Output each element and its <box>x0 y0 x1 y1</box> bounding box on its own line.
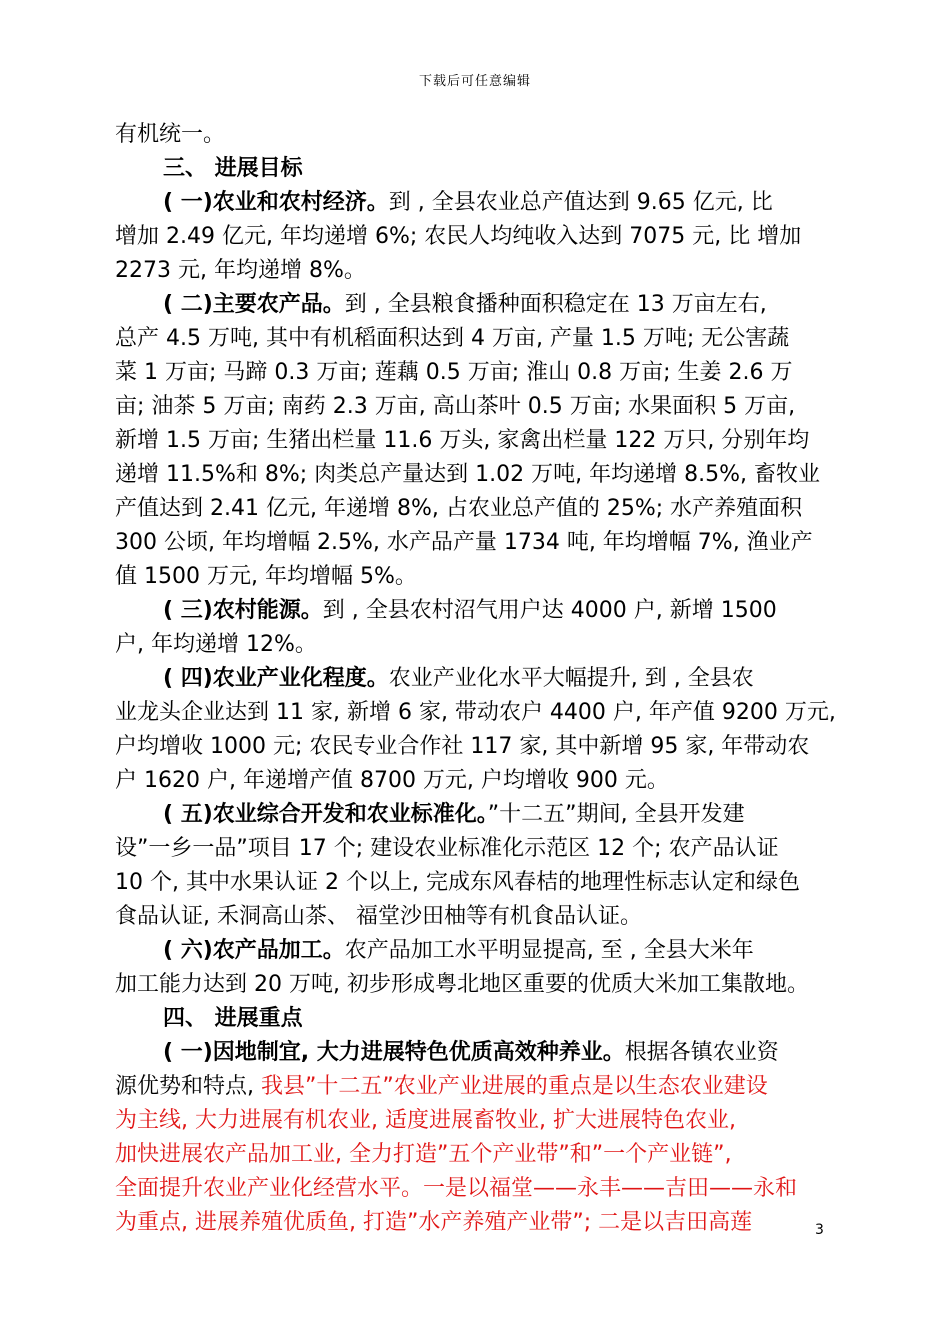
text-line <box>115 832 855 866</box>
text-line <box>115 764 855 798</box>
page-number: 3 <box>815 1222 824 1238</box>
text-line <box>115 220 855 254</box>
heading-text: ( 一)农业和农村经济。 <box>163 190 389 215</box>
body-text: 户, 年均递增 12%。 <box>115 632 317 657</box>
body-text: 户 1620 户, 年递增产值 8700 万元, 户均增收 900 元。 <box>115 768 669 793</box>
text-line <box>115 594 855 628</box>
text-line <box>115 390 855 424</box>
body-text: 源优势和特点, <box>115 1074 261 1099</box>
body-text: 总产 4.5 万吨, 其中有机稻面积达到 4 万亩, 产量 1.5 万吨; 无公害蔬 <box>115 326 790 351</box>
page-header: 下载后可任意编辑 <box>418 74 531 89</box>
text-line <box>115 1104 855 1138</box>
text-line <box>115 968 855 1002</box>
text-line <box>115 1138 855 1172</box>
document-body <box>115 118 855 1240</box>
body-text: 递增 11.5%和 8%; 肉类总产量达到 1.02 万吨, 年均递增 8.5%, 畜牧业 <box>115 462 821 487</box>
text-line <box>115 254 855 288</box>
text-line <box>115 1070 855 1104</box>
text-line <box>115 798 855 832</box>
body-text: 亩; 油茶 5 万亩; 南药 2.3 万亩, 高山茶叶 0.5 万亩; 水果面积 5 万亩, <box>115 394 796 419</box>
body-text: 设”一乡一品”项目 17 个; 建设农业标准化示范区 12 个; 农产品认证 <box>115 836 779 861</box>
heading-text: ( 四)农业产业化程度。 <box>163 666 389 691</box>
text-line <box>115 492 855 526</box>
text-line <box>115 662 855 696</box>
text-line <box>115 1036 855 1070</box>
body-text: 值 1500 万元, 年均增幅 5%。 <box>115 564 417 589</box>
text-line <box>115 730 855 764</box>
heading-text: ( 二)主要农产品。 <box>163 292 345 317</box>
heading-text: ( 一)因地制宜, 大力进展特色优质高效种养业。 <box>163 1040 625 1065</box>
text-line <box>115 152 855 186</box>
highlighted-text: 为重点, 进展养殖优质鱼, 打造”水产养殖产业带”; 二是以吉田高莲 <box>115 1210 753 1235</box>
text-line <box>115 866 855 900</box>
heading-text: 四、 进展重点 <box>163 1006 303 1031</box>
body-text: 根据各镇农业资 <box>624 1040 779 1065</box>
body-text: 加工能力达到 20 万吨, 初步形成粤北地区重要的优质大米加工集散地。 <box>115 972 809 997</box>
text-line <box>115 934 855 968</box>
body-text: 食品认证, 禾洞高山茶、 福堂沙田柚等有机食品认证。 <box>115 904 642 929</box>
text-line <box>115 526 855 560</box>
body-text: 户均增收 1000 元; 农民专业合作社 117 家, 其中新增 95 家, 年带动农 <box>115 734 810 759</box>
body-text: 10 个, 其中水果认证 2 个以上, 完成东风春桔的地理性标志认定和绿色 <box>115 870 800 895</box>
body-text: 农产品加工水平明显提高, 至 , 全县大米年 <box>344 938 754 963</box>
highlighted-text: 为主线, 大力进展有机农业, 适度进展畜牧业, 扩大进展特色农业, <box>115 1108 736 1133</box>
body-text: 增加 2.49 亿元, 年均递增 6%; 农民人均纯收入达到 7075 元, 比 增加 <box>115 224 802 249</box>
text-line <box>115 356 855 390</box>
text-line <box>115 424 855 458</box>
text-line <box>115 118 855 152</box>
text-line <box>115 288 855 322</box>
text-line <box>115 458 855 492</box>
body-text: 到 , 全县农村沼气用户达 4000 户, 新增 1500 <box>322 598 777 623</box>
text-line <box>115 322 855 356</box>
heading-text: ( 三)农村能源。 <box>163 598 323 623</box>
heading-text: 三、 进展目标 <box>163 156 303 181</box>
text-line <box>115 560 855 594</box>
body-text: 有机统一。 <box>115 122 226 147</box>
highlighted-text: 全面提升农业产业化经营水平。一是以福堂——永丰——吉田——永和 <box>115 1176 798 1201</box>
heading-text: ( 五)农业综合开发和农业标准化。 <box>163 802 488 827</box>
body-text: 农业产业化水平大幅提升, 到 , 全县农 <box>388 666 754 691</box>
highlighted-text: 我县”十二五”农业产业进展的重点是以生态农业建设 <box>261 1074 768 1099</box>
body-text: 新增 1.5 万亩; 生猪出栏量 11.6 万头, 家禽出栏量 122 万只, 分别年均 <box>115 428 810 453</box>
text-line <box>115 1002 855 1036</box>
body-text: 业龙头企业达到 11 家, 新增 6 家, 带动农户 4400 户, 年产值 9200 万元, <box>115 700 836 725</box>
text-line <box>115 900 855 934</box>
highlighted-text: 加快进展农产品加工业, 全力打造”五个产业带”和”一个产业链”, <box>115 1142 732 1167</box>
body-text: ”十二五”期间, 全县开发建 <box>487 802 745 827</box>
body-text: 产值达到 2.41 亿元, 年递增 8%, 占农业总产值的 25%; 水产养殖面积 <box>115 496 803 521</box>
text-line <box>115 696 855 730</box>
text-line <box>115 186 855 220</box>
body-text: 到 , 全县农业总产值达到 9.65 亿元, 比 <box>388 190 773 215</box>
body-text: 300 公顷, 年均增幅 2.5%, 水产品产量 1734 吨, 年均增幅 7%, 渔业产 <box>115 530 813 555</box>
text-line <box>115 1206 855 1240</box>
text-line <box>115 1172 855 1206</box>
text-line <box>115 628 855 662</box>
body-text: 到 , 全县粮食播种面积稳定在 13 万亩左右, <box>344 292 767 317</box>
body-text: 菜 1 万亩; 马蹄 0.3 万亩; 莲藕 0.5 万亩; 淮山 0.8 万亩; 生姜 2.6 万 <box>115 360 793 385</box>
heading-text: ( 六)农产品加工。 <box>163 938 345 963</box>
body-text: 2273 元, 年均递增 8%。 <box>115 258 366 283</box>
